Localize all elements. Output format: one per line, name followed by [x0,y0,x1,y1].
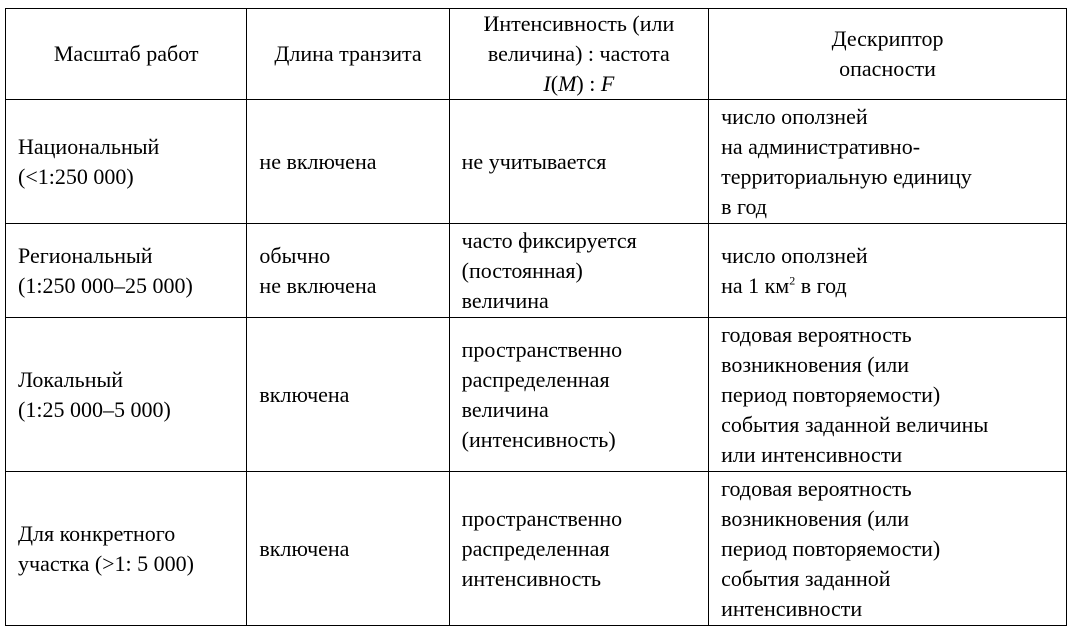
cell-transit: включена [247,472,449,626]
cell-descriptor: годовая вероятность возникновения (или период повторяемости) события заданной интенсивности [709,472,1067,626]
cell-transit: не включена [247,100,449,224]
table-header-row [6,9,1067,100]
cell-descriptor: число оползней на административно- территориальную единицу в год [709,100,1067,224]
cell-descriptor: число оползней на 1 $км^2$ в год [709,224,1067,318]
table-row [6,318,1067,472]
header-descriptor: Дескриптор опасности [709,9,1067,100]
table-row [6,100,1067,224]
cell-intensity: пространственно распределенная величина (интенсивность) [449,318,708,472]
cell-scale: Национальный (<1:250 000) [6,100,247,224]
cell-scale: Региональный (1:250 000–25 000) [6,224,247,318]
cell-scale: Локальный (1:25 000–5 000) [6,318,247,472]
cell-transit: обычно не включена [247,224,449,318]
header-scale: Масштаб работ [6,9,247,100]
cell-scale: Для конкретного участка (>1: 5 000) [6,472,247,626]
cell-transit: включена [247,318,449,472]
cell-descriptor: годовая вероятность возникновения (или период повторяемости) события заданной величины или интенсивности [709,318,1067,472]
cell-intensity: не учитывается [449,100,708,224]
cell-intensity: часто фиксируется (постоянная) величина [449,224,708,318]
table-row [6,472,1067,626]
header-intensity: Интенсивность (или величина) : частота I(M) : F [449,9,708,100]
table-row [6,224,1067,318]
header-transit: Длина транзита [247,9,449,100]
hazard-scale-table [5,8,1067,626]
cell-intensity: пространственно распределенная интенсивность [449,472,708,626]
